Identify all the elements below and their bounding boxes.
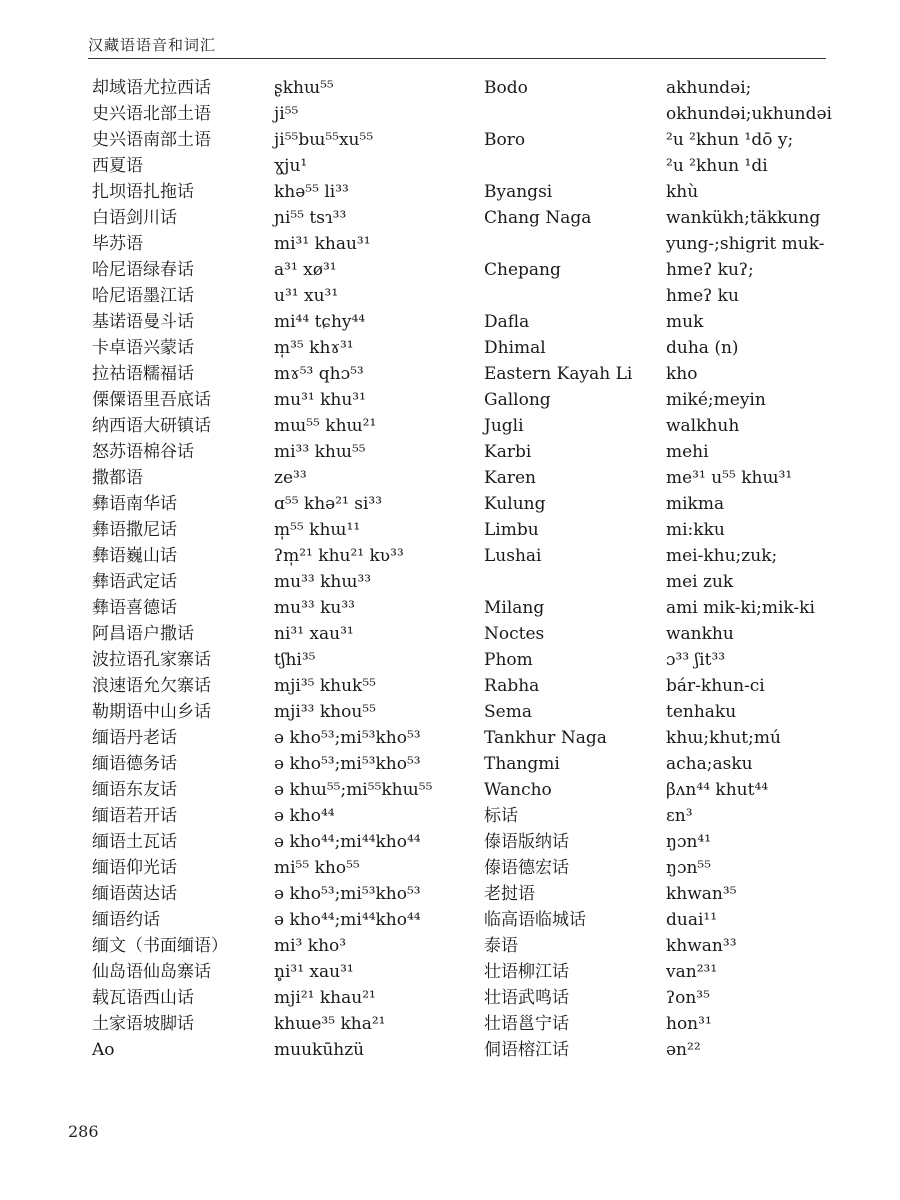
- right-forms-entry: ŋɔn⁵⁵: [666, 858, 712, 878]
- right-languages-entry: Limbu: [484, 520, 539, 540]
- left-languages-entry: 怒苏语棉谷话: [92, 442, 194, 462]
- right-forms-entry: wankhu: [666, 624, 734, 644]
- left-languages-entry: Ao: [92, 1040, 115, 1060]
- left-forms-entry: ɲi⁵⁵ tsɿ³³: [274, 208, 347, 228]
- right-languages-entry: [484, 153, 664, 179]
- left-languages-entry: 史兴语南部土语: [92, 130, 211, 150]
- left-languages-entry: 白语剑川话: [92, 208, 177, 228]
- left-forms-entry: mi³¹ khau³¹: [274, 234, 371, 254]
- left-languages-entry: 扎坝语扎拖话: [92, 182, 194, 202]
- right-forms-entry: akhundəi;: [666, 78, 752, 98]
- right-forms-entry: ɛn³: [666, 806, 693, 826]
- left-forms-entry: tʃhi³⁵: [274, 650, 316, 670]
- left-languages-entry: 却域语尤拉西话: [92, 78, 211, 98]
- right-languages-entry: 傣语版纳话: [484, 832, 569, 852]
- right-forms-entry: hon³¹: [666, 1014, 712, 1034]
- left-forms-entry: muukūhzü: [274, 1040, 365, 1060]
- left-languages-entry: 拉祜语糯福话: [92, 364, 194, 384]
- right-languages-entry: Karen: [484, 468, 536, 488]
- right-languages-entry: Chang Naga: [484, 208, 592, 228]
- right-languages-entry: 傣语德宏话: [484, 858, 569, 878]
- left-forms-entry: ə kho⁴⁴: [274, 806, 335, 826]
- left-languages-entry: 傈僳语里吾底话: [92, 390, 211, 410]
- left-forms-entry: ʔm̩²¹ khu²¹ kʋ³³: [274, 546, 404, 566]
- right-forms-entry: kho: [666, 364, 698, 384]
- right-languages-entry: Lushai: [484, 546, 542, 566]
- left-forms-entry: mi⁵⁵ kho⁵⁵: [274, 858, 360, 878]
- right-forms-entry: ɔ³³ ʃit³³: [666, 650, 726, 670]
- right-forms-entry: ʔon³⁵: [666, 988, 710, 1008]
- right-forms-entry: mikma: [666, 494, 725, 514]
- right-languages-entry: [484, 569, 664, 595]
- left-forms-entry: mji²¹ khau²¹: [274, 988, 376, 1008]
- right-forms-entry: ²u ²khun ¹di: [666, 156, 768, 176]
- right-forms-entry: muk: [666, 312, 704, 332]
- right-forms-entry: khɯ;khut;mú: [666, 728, 781, 748]
- right-forms-entry: βʌn⁴⁴ khut⁴⁴: [666, 780, 769, 800]
- left-forms-entry: ze³³: [274, 468, 307, 488]
- left-languages-entry: 阿昌语户撒话: [92, 624, 194, 644]
- left-languages-entry: 彝语南华话: [92, 494, 177, 514]
- right-forms-entry: ²u ²khun ¹dō y;: [666, 130, 794, 150]
- right-languages-entry: 侗语榕江话: [484, 1040, 569, 1060]
- right-forms-entry: miké;meyin: [666, 390, 766, 410]
- right-forms-entry: acha;asku: [666, 754, 753, 774]
- left-languages-entry: 彝语撒尼话: [92, 520, 177, 540]
- left-forms-entry: ə kho⁴⁴;mi⁴⁴kho⁴⁴: [274, 832, 421, 852]
- right-forms-entry: van²³¹: [666, 962, 718, 982]
- right-languages-entry: 壮语邕宁话: [484, 1014, 569, 1034]
- right-languages-entry: Milang: [484, 598, 545, 618]
- left-forms-entry: ɑ⁵⁵ khə²¹ si³³: [274, 494, 383, 514]
- right-languages-entry: 老挝语: [484, 884, 535, 904]
- right-forms-entry: wankükh;täkkung: [666, 208, 821, 228]
- left-forms-entry: ə kho⁵³;mi⁵³kho⁵³: [274, 728, 421, 748]
- left-languages-entry: 缅语土瓦话: [92, 832, 177, 852]
- right-language-column: [484, 75, 664, 1063]
- left-forms-entry: mji³⁵ khuk⁵⁵: [274, 676, 376, 696]
- left-languages-entry: 缅语茵达话: [92, 884, 177, 904]
- right-form-column: [666, 75, 866, 1063]
- left-languages-entry: 基诺语曼斗话: [92, 312, 194, 332]
- right-forms-entry: khwan³⁵: [666, 884, 737, 904]
- left-languages-entry: 彝语武定话: [92, 572, 177, 592]
- right-languages-entry: Dhimal: [484, 338, 546, 358]
- left-languages-entry: 土家语坡脚话: [92, 1014, 194, 1034]
- header-rule: [88, 58, 826, 59]
- right-languages-entry: 壮语柳江话: [484, 962, 569, 982]
- right-languages-entry: Rabha: [484, 676, 540, 696]
- right-languages-entry: [484, 283, 664, 309]
- left-forms-entry: mu³³ ku³³: [274, 598, 355, 618]
- right-forms-entry: okhundəi;ukhundəi: [666, 104, 832, 124]
- left-languages-entry: 毕苏语: [92, 234, 143, 254]
- left-forms-entry: n̥i³¹ xau³¹: [274, 962, 354, 982]
- left-form-column: [274, 75, 479, 1063]
- right-forms-entry: khù: [666, 182, 699, 202]
- right-languages-entry: Kulung: [484, 494, 546, 514]
- left-languages-entry: 缅文（书面缅语）: [92, 936, 228, 956]
- right-forms-entry: me³¹ u⁵⁵ khɯ³¹: [666, 468, 793, 488]
- left-languages-entry: 载瓦语西山话: [92, 988, 194, 1008]
- left-forms-entry: m̩³⁵ khɤ³¹: [274, 338, 354, 358]
- left-forms-entry: ji⁵⁵: [274, 104, 299, 124]
- left-forms-entry: mu³³ khɯ³³: [274, 572, 372, 592]
- left-forms-entry: ə kho⁵³;mi⁵³kho⁵³: [274, 754, 421, 774]
- right-languages-entry: Tankhur Naga: [484, 728, 607, 748]
- right-forms-entry: ami mik-ki;mik-ki: [666, 598, 815, 618]
- right-languages-entry: Chepang: [484, 260, 561, 280]
- right-languages-entry: Thangmi: [484, 754, 560, 774]
- right-languages-entry: Sema: [484, 702, 532, 722]
- left-languages-entry: 卡卓语兴蒙话: [92, 338, 194, 358]
- right-languages-entry: Noctes: [484, 624, 545, 644]
- left-languages-entry: 哈尼语绿春话: [92, 260, 194, 280]
- left-forms-entry: ni³¹ xau³¹: [274, 624, 354, 644]
- right-languages-entry: Wancho: [484, 780, 552, 800]
- left-forms-entry: mɯ⁵⁵ khɯ²¹: [274, 416, 377, 436]
- left-language-column: [92, 75, 272, 1063]
- left-languages-entry: 波拉语孔家寨话: [92, 650, 211, 670]
- left-forms-entry: u³¹ xu³¹: [274, 286, 339, 306]
- left-forms-entry: ɣju¹: [274, 156, 308, 176]
- right-languages-entry: Byangsi: [484, 182, 553, 202]
- left-languages-entry: 缅语仰光话: [92, 858, 177, 878]
- right-forms-entry: duha (n): [666, 338, 739, 358]
- right-languages-entry: Bodo: [484, 78, 528, 98]
- left-forms-entry: ə khɯ⁵⁵;mi⁵⁵khɯ⁵⁵: [274, 780, 433, 800]
- right-languages-entry: 泰语: [484, 936, 518, 956]
- left-languages-entry: 西夏语: [92, 156, 143, 176]
- left-forms-entry: m̩⁵⁵ khɯ¹¹: [274, 520, 361, 540]
- right-forms-entry: mei zuk: [666, 572, 734, 592]
- right-forms-entry: yung-;shigrit muk-: [666, 234, 825, 254]
- left-forms-entry: mji³³ khou⁵⁵: [274, 702, 376, 722]
- left-forms-entry: ə kho⁴⁴;mi⁴⁴kho⁴⁴: [274, 910, 421, 930]
- right-languages-entry: Dafla: [484, 312, 530, 332]
- left-forms-entry: mi³ kho³: [274, 936, 347, 956]
- running-header: [88, 28, 828, 58]
- right-languages-entry: Karbi: [484, 442, 532, 462]
- right-languages-entry: 临高语临城话: [484, 910, 586, 930]
- right-forms-entry: mehi: [666, 442, 709, 462]
- right-languages-entry: 标话: [484, 806, 518, 826]
- right-languages-entry: [484, 231, 664, 257]
- left-forms-entry: a³¹ xø³¹: [274, 260, 337, 280]
- right-forms-entry: mi:kku: [666, 520, 725, 540]
- page-number: 286: [68, 1122, 99, 1141]
- header-title: 汉藏语语音和词汇: [88, 36, 217, 54]
- left-languages-entry: 缅语约话: [92, 910, 160, 930]
- left-forms-entry: mu³¹ khu³¹: [274, 390, 366, 410]
- left-languages-entry: 缅语德务话: [92, 754, 177, 774]
- right-languages-entry: 壮语武鸣话: [484, 988, 569, 1008]
- left-forms-entry: mi³³ khɯ⁵⁵: [274, 442, 366, 462]
- right-forms-entry: walkhuh: [666, 416, 740, 436]
- left-languages-entry: 缅语丹老话: [92, 728, 177, 748]
- left-languages-entry: 勒期语中山乡话: [92, 702, 211, 722]
- right-languages-entry: Jugli: [484, 416, 524, 436]
- left-languages-entry: 史兴语北部土语: [92, 104, 211, 124]
- right-forms-entry: hmeʔ ku: [666, 286, 739, 306]
- left-forms-entry: mi⁴⁴ tɕhy⁴⁴: [274, 312, 366, 332]
- right-languages-entry: Boro: [484, 130, 526, 150]
- left-languages-entry: 彝语巍山话: [92, 546, 177, 566]
- left-languages-entry: 仙岛语仙岛寨话: [92, 962, 211, 982]
- left-forms-entry: khə⁵⁵ li³³: [274, 182, 349, 202]
- right-languages-entry: Eastern Kayah Li: [484, 364, 633, 384]
- right-languages-entry: Phom: [484, 650, 533, 670]
- right-forms-entry: bár-khun-ci: [666, 676, 765, 696]
- right-languages-entry: [484, 101, 664, 127]
- left-languages-entry: 浪速语允欠寨话: [92, 676, 211, 696]
- left-forms-entry: khɯe³⁵ kha²¹: [274, 1014, 386, 1034]
- left-languages-entry: 缅语东友话: [92, 780, 177, 800]
- right-forms-entry: duai¹¹: [666, 910, 718, 930]
- left-forms-entry: ji⁵⁵bɯ⁵⁵xu⁵⁵: [274, 130, 374, 150]
- left-forms-entry: ʂkhɯ⁵⁵: [274, 78, 334, 98]
- right-forms-entry: mei-khu;zuk;: [666, 546, 778, 566]
- left-forms-entry: mɤ⁵³ qhɔ⁵³: [274, 364, 364, 384]
- right-forms-entry: ŋɔn⁴¹: [666, 832, 712, 852]
- right-forms-entry: tenhaku: [666, 702, 737, 722]
- left-languages-entry: 缅语若开话: [92, 806, 177, 826]
- right-forms-entry: ən²²: [666, 1040, 701, 1060]
- left-forms-entry: ə kho⁵³;mi⁵³kho⁵³: [274, 884, 421, 904]
- left-languages-entry: 撒都语: [92, 468, 143, 488]
- left-languages-entry: 彝语喜德话: [92, 598, 177, 618]
- left-languages-entry: 纳西语大研镇话: [92, 416, 211, 436]
- right-languages-entry: Gallong: [484, 390, 551, 410]
- right-forms-entry: khwan³³: [666, 936, 737, 956]
- right-forms-entry: hmeʔ kuʔ;: [666, 260, 754, 280]
- left-languages-entry: 哈尼语墨江话: [92, 286, 194, 306]
